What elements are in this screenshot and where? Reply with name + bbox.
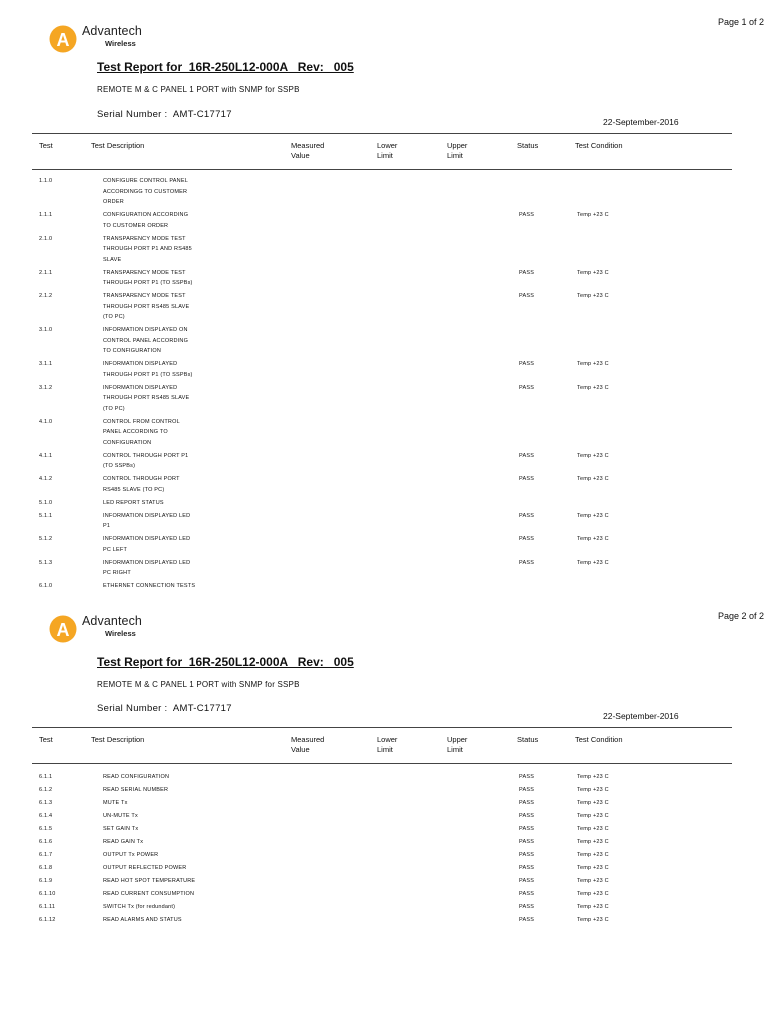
test-description: READ ALARMS AND STATUS xyxy=(103,917,182,923)
test-description: CONTROL FROM CONTROL PANEL ACCORDING TO CONFIGURATION xyxy=(103,418,180,446)
test-status: PASS xyxy=(519,826,535,832)
test-id: 3.1.1 xyxy=(39,361,53,367)
svg-text:A: A xyxy=(56,30,70,50)
test-condition: Temp +23 C xyxy=(577,813,609,819)
test-status: PASS xyxy=(519,800,535,806)
test-condition: Temp +23 C xyxy=(577,384,609,391)
test-status: PASS xyxy=(519,512,535,519)
company-logo xyxy=(49,615,189,645)
test-condition: Temp +23 C xyxy=(577,512,609,519)
col-header-upper: Upper Limit xyxy=(447,735,468,754)
advantech-logo-icon xyxy=(49,25,77,53)
test-status: PASS xyxy=(519,559,535,566)
test-status: PASS xyxy=(519,212,535,218)
test-status: PASS xyxy=(519,384,535,391)
col-header-description: Test Description xyxy=(91,735,145,744)
test-description: TRANSPARENCY MODE TEST THROUGH PORT P1 (TO SSPBs) xyxy=(103,269,193,286)
company-subname: Wireless xyxy=(105,629,136,638)
test-description: READ GAIN Tx xyxy=(103,839,144,845)
test-status: PASS xyxy=(519,839,535,845)
test-id: 2.1.1 xyxy=(39,269,53,276)
test-status: PASS xyxy=(519,293,535,299)
test-id: 2.1.2 xyxy=(39,293,53,299)
test-condition: Temp +23 C xyxy=(577,269,609,276)
serial-number: Serial Number : AMT-C17717 xyxy=(97,703,232,714)
col-header-test: Test xyxy=(39,735,53,744)
test-condition: Temp +23 C xyxy=(577,361,609,367)
col-header-description: Test Description xyxy=(91,141,145,150)
test-condition: Temp +23 C xyxy=(577,293,609,299)
col-header-condition: Test Condition xyxy=(575,141,623,150)
test-id: 6.1.4 xyxy=(39,813,53,819)
col-header-condition: Test Condition xyxy=(575,735,623,744)
test-status: PASS xyxy=(519,536,535,542)
report-date: 22-September-2016 xyxy=(603,711,679,721)
test-id: 6.1.0 xyxy=(39,583,53,589)
test-description: INFORMATION DISPLAYED LED P1 xyxy=(103,512,191,529)
test-status: PASS xyxy=(519,891,535,897)
test-condition: Temp +23 C xyxy=(577,839,609,845)
test-status: PASS xyxy=(519,269,535,276)
test-description: LED REPORT STATUS xyxy=(103,499,164,506)
col-header-test: Test xyxy=(39,141,53,150)
test-description: INFORMATION DISPLAYED THROUGH PORT RS485 SLAVE (TO PC) xyxy=(103,384,190,412)
test-status: PASS xyxy=(519,878,535,884)
test-status: PASS xyxy=(519,787,535,793)
header-rule-top xyxy=(32,133,732,134)
test-description: CONTROL THROUGH PORT P1 (TO SSPBs) xyxy=(103,452,189,469)
test-status: PASS xyxy=(519,774,535,780)
test-condition: Temp +23 C xyxy=(577,917,609,923)
test-condition: Temp +23 C xyxy=(577,452,609,459)
report-date: 22-September-2016 xyxy=(603,117,679,127)
test-condition: Temp +23 C xyxy=(577,891,609,897)
test-status: PASS xyxy=(519,904,535,910)
header-rule-bottom xyxy=(32,763,732,764)
test-condition: Temp +23 C xyxy=(577,774,609,780)
test-status: PASS xyxy=(519,452,535,459)
test-description: READ SERIAL NUMBER xyxy=(103,787,169,793)
test-description: READ HOT SPOT TEMPERATURE xyxy=(103,878,196,884)
test-description: SET GAIN Tx xyxy=(103,826,139,832)
test-description: ETHERNET CONNECTION TESTS xyxy=(103,583,196,589)
test-id: 3.1.0 xyxy=(39,327,53,333)
test-condition: Temp +23 C xyxy=(577,559,609,566)
col-header-measured: Measured Value xyxy=(291,735,325,754)
test-description: INFORMATION DISPLAYED LED PC RIGHT xyxy=(103,559,191,576)
test-status: PASS xyxy=(519,361,535,367)
test-id: 4.1.0 xyxy=(39,418,53,425)
test-description: READ CONFIGURATION xyxy=(103,774,170,780)
test-condition: Temp +23 C xyxy=(577,476,609,482)
header-rule-top xyxy=(32,727,732,728)
test-description: CONFIGURATION ACCORDING TO CUSTOMER ORDER xyxy=(103,212,189,229)
test-id: 4.1.2 xyxy=(39,476,53,482)
report-title: Test Report for 16R-250L12-000A Rev: 005 xyxy=(97,60,354,74)
test-condition: Temp +23 C xyxy=(577,904,609,910)
test-id: 6.1.11 xyxy=(39,904,56,910)
test-id: 5.1.1 xyxy=(39,512,53,519)
advantech-logo-icon xyxy=(49,615,77,643)
test-status: PASS xyxy=(519,476,535,482)
col-header-lower: Lower Limit xyxy=(377,141,398,160)
serial-number: Serial Number : AMT-C17717 xyxy=(97,109,232,120)
test-id: 6.1.2 xyxy=(39,787,53,793)
page-number: Page 1 of 2 xyxy=(717,17,764,27)
test-description: TRANSPARENCY MODE TEST THROUGH PORT P1 AND RS485 SLAVE xyxy=(103,235,192,263)
test-id: 6.1.9 xyxy=(39,878,53,884)
test-id: 6.1.3 xyxy=(39,800,53,806)
test-status: PASS xyxy=(519,917,535,923)
test-description: MUTE Tx xyxy=(103,800,128,806)
col-header-upper: Upper Limit xyxy=(447,141,468,160)
test-description: CONFIGURE CONTROL PANEL ACCORDINGG TO CUSTOMER ORDER xyxy=(103,178,188,205)
test-description: INFORMATION DISPLAYED THROUGH PORT P1 (TO SSPBs) xyxy=(103,361,193,378)
company-subname: Wireless xyxy=(105,39,136,48)
test-description: INFORMATION DISPLAYED LED PC LEFT xyxy=(103,536,191,553)
test-description: UN-MUTE Tx xyxy=(103,813,138,819)
company-name: Advantech xyxy=(82,614,142,628)
company-logo xyxy=(49,25,189,55)
test-status: PASS xyxy=(519,852,535,858)
company-name: Advantech xyxy=(82,24,142,38)
page-number: Page 2 of 2 xyxy=(717,611,764,621)
col-header-status: Status xyxy=(517,735,539,744)
test-id: 5.1.2 xyxy=(39,536,53,542)
test-description: TRANSPARENCY MODE TEST THROUGH PORT RS485 SLAVE (TO PC) xyxy=(103,293,190,320)
test-id: 2.1.0 xyxy=(39,235,53,242)
test-status: PASS xyxy=(519,813,535,819)
report-page-2 xyxy=(0,594,768,1024)
test-id: 6.1.10 xyxy=(39,891,56,897)
test-id: 6.1.6 xyxy=(39,839,53,845)
test-id: 4.1.1 xyxy=(39,452,53,459)
test-description: READ CURRENT CONSUMPTION xyxy=(103,891,195,897)
col-header-lower: Lower Limit xyxy=(377,735,398,754)
test-condition: Temp +23 C xyxy=(577,800,609,806)
test-id: 6.1.12 xyxy=(39,917,56,923)
test-condition: Temp +23 C xyxy=(577,536,609,542)
report-subtitle: REMOTE M & C PANEL 1 PORT with SNMP for SSPB xyxy=(97,85,300,94)
test-id: 6.1.1 xyxy=(39,774,53,780)
test-description: INFORMATION DISPLAYED ON CONTROL PANEL ACCORDING TO CONFIGURATION xyxy=(103,327,189,354)
test-description: OUTPUT REFLECTED POWER xyxy=(103,865,187,871)
header-rule-bottom xyxy=(32,169,732,170)
test-description: CONTROL THROUGH PORT RS485 SLAVE (TO PC) xyxy=(103,476,180,493)
test-id: 1.1.0 xyxy=(39,178,53,184)
test-id: 5.1.0 xyxy=(39,499,53,506)
test-id: 6.1.5 xyxy=(39,826,53,832)
svg-text:A: A xyxy=(56,620,70,640)
test-condition: Temp +23 C xyxy=(577,212,609,218)
test-id: 6.1.8 xyxy=(39,865,53,871)
test-description: OUTPUT Tx POWER xyxy=(103,852,159,858)
test-condition: Temp +23 C xyxy=(577,878,609,884)
test-id: 3.1.2 xyxy=(39,384,53,391)
test-condition: Temp +23 C xyxy=(577,852,609,858)
col-header-measured: Measured Value xyxy=(291,141,325,160)
test-condition: Temp +23 C xyxy=(577,826,609,832)
col-header-status: Status xyxy=(517,141,539,150)
test-id: 1.1.1 xyxy=(39,212,53,218)
test-id: 5.1.3 xyxy=(39,559,53,566)
test-id: 6.1.7 xyxy=(39,852,53,858)
test-condition: Temp +23 C xyxy=(577,865,609,871)
report-subtitle: REMOTE M & C PANEL 1 PORT with SNMP for SSPB xyxy=(97,680,300,689)
test-description: SWITCH Tx (for redundant) xyxy=(103,904,176,910)
report-title: Test Report for 16R-250L12-000A Rev: 005 xyxy=(97,655,354,669)
test-status: PASS xyxy=(519,865,535,871)
test-condition: Temp +23 C xyxy=(577,787,609,793)
